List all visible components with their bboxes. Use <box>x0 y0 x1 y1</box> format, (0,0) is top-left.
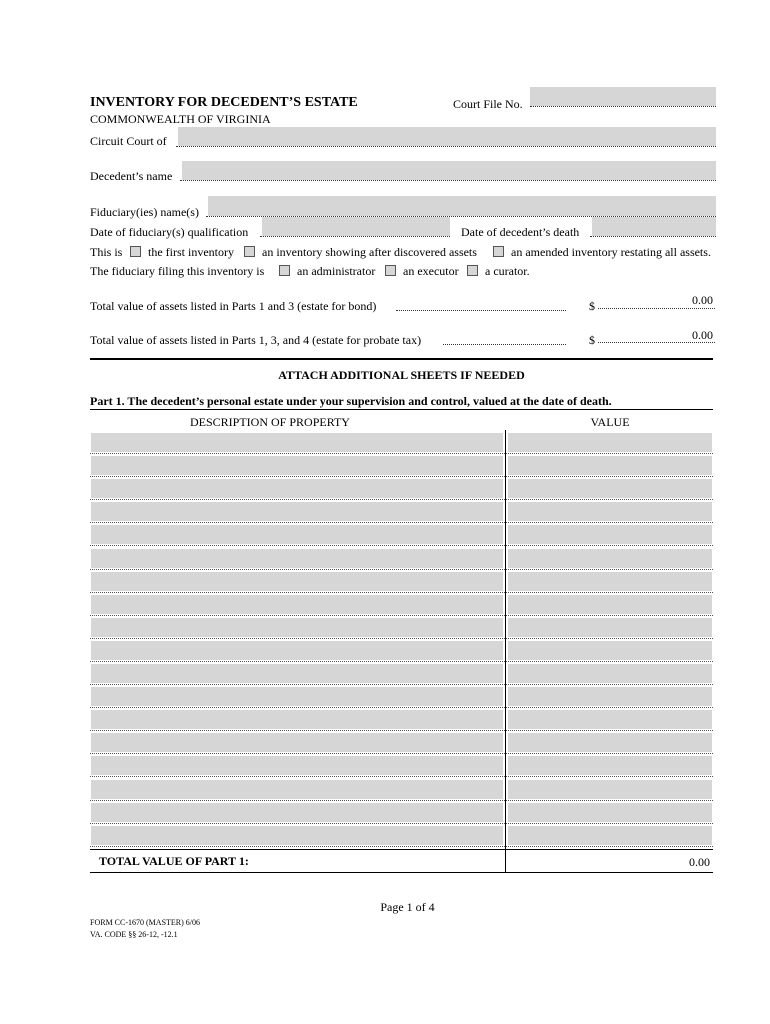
curator-checkbox[interactable] <box>467 265 478 276</box>
row-separator <box>90 776 713 777</box>
description-cell[interactable] <box>91 572 503 591</box>
value-cell[interactable] <box>508 572 712 591</box>
description-cell[interactable] <box>91 549 503 568</box>
description-cell[interactable] <box>91 687 503 706</box>
value-cell[interactable] <box>508 641 712 660</box>
qualification-date-input[interactable] <box>262 217 450 236</box>
value-cell[interactable] <box>508 525 712 544</box>
bond-currency: $ <box>589 299 595 313</box>
court-file-label: Court File No. <box>453 97 523 111</box>
first-inventory-checkbox[interactable] <box>130 246 141 257</box>
value-cell[interactable] <box>508 664 712 683</box>
row-separator <box>90 499 713 500</box>
circuit-court-label: Circuit Court of <box>90 134 167 148</box>
description-cell[interactable] <box>91 618 503 637</box>
administrator-checkbox[interactable] <box>279 265 290 276</box>
row-separator <box>90 615 713 616</box>
value-cell[interactable] <box>508 479 712 498</box>
description-cell[interactable] <box>91 456 503 475</box>
fiduciary-type-prefix: The fiduciary filing this inventory is <box>90 264 265 278</box>
total-row-top-rule <box>90 849 713 850</box>
row-separator <box>90 800 713 801</box>
probate-total-dots <box>443 344 566 345</box>
decedent-name-input[interactable] <box>182 161 716 180</box>
amended-checkbox[interactable] <box>493 246 504 257</box>
first-inventory-label: the first inventory <box>148 245 234 259</box>
row-separator <box>90 638 713 639</box>
value-cell[interactable] <box>508 756 712 775</box>
row-separator <box>90 545 713 546</box>
row-separator <box>90 684 713 685</box>
value-cell[interactable] <box>508 456 712 475</box>
bond-total-value[interactable]: 0.00 <box>692 293 713 307</box>
decedent-name-label: Decedent’s name <box>90 169 173 183</box>
executor-label: an executor <box>403 264 459 278</box>
row-separator <box>90 569 713 570</box>
description-cell[interactable] <box>91 433 503 452</box>
executor-checkbox[interactable] <box>385 265 396 276</box>
death-date-input[interactable] <box>592 217 716 236</box>
form-title: INVENTORY FOR DECEDENT’S ESTATE <box>90 95 358 110</box>
col-value-header: VALUE <box>590 415 630 429</box>
value-cell[interactable] <box>508 780 712 799</box>
inventory-type-prefix: This is <box>90 245 123 259</box>
description-cell[interactable] <box>91 756 503 775</box>
value-cell[interactable] <box>508 733 712 752</box>
bond-value-dots <box>598 308 715 309</box>
court-file-input[interactable] <box>530 87 716 106</box>
administrator-label: an administrator <box>297 264 376 278</box>
bond-total-dots <box>396 310 566 311</box>
description-cell[interactable] <box>91 641 503 660</box>
probate-total-label: Total value of assets listed in Parts 1, 3, and 4 (estate for probate tax) <box>90 333 422 347</box>
description-cell[interactable] <box>91 595 503 614</box>
fiduciary-names-label: Fiduciary(ies) name(s) <box>90 205 199 219</box>
description-cell[interactable] <box>91 803 503 822</box>
row-separator <box>90 453 713 454</box>
amended-label: an amended inventory restating all assets. <box>511 245 711 259</box>
row-separator <box>90 823 713 824</box>
attach-note: ATTACH ADDITIONAL SHEETS IF NEEDED <box>278 368 525 382</box>
row-separator <box>90 730 713 731</box>
column-divider <box>505 430 506 873</box>
probate-currency: $ <box>589 333 595 347</box>
after-discovered-label: an inventory showing after discovered assets <box>262 245 477 259</box>
probate-total-value[interactable]: 0.00 <box>692 328 713 342</box>
part1-total-value: 0.00 <box>689 855 710 869</box>
part1-heading-rule <box>90 409 713 410</box>
total-row-bottom-rule <box>90 872 713 873</box>
circuit-court-input[interactable] <box>178 127 716 146</box>
part1-heading: Part 1. The decedent’s personal estate under your supervision and control, valued at the date of death. <box>90 394 612 408</box>
col-description-header: DESCRIPTION OF PROPERTY <box>190 415 350 429</box>
after-discovered-checkbox[interactable] <box>244 246 255 257</box>
value-cell[interactable] <box>508 803 712 822</box>
death-date-dots <box>590 236 716 237</box>
value-cell[interactable] <box>508 687 712 706</box>
form-subtitle: COMMONWEALTH OF VIRGINIA <box>90 112 271 126</box>
qualification-date-dots <box>260 236 450 237</box>
row-separator <box>90 707 713 708</box>
row-separator <box>90 522 713 523</box>
row-separator <box>90 592 713 593</box>
bond-total-label: Total value of assets listed in Parts 1 and 3 (estate for bond) <box>90 299 377 313</box>
description-cell[interactable] <box>91 502 503 521</box>
qualification-date-label: Date of fiduciary(s) qualification <box>90 225 249 239</box>
value-cell[interactable] <box>508 433 712 452</box>
row-separator <box>90 476 713 477</box>
description-cell[interactable] <box>91 826 503 845</box>
row-separator <box>90 661 713 662</box>
row-separator <box>90 753 713 754</box>
page-number: Page 1 of 4 <box>380 900 435 914</box>
description-cell[interactable] <box>91 525 503 544</box>
description-cell[interactable] <box>91 733 503 752</box>
decedent-name-dots <box>180 180 716 181</box>
description-cell[interactable] <box>91 710 503 729</box>
curator-label: a curator. <box>485 264 530 278</box>
va-code: VA. CODE §§ 26-12, -12.1 <box>90 930 178 939</box>
value-cell[interactable] <box>508 502 712 521</box>
description-cell[interactable] <box>91 780 503 799</box>
value-cell[interactable] <box>508 710 712 729</box>
court-file-dots <box>530 106 716 107</box>
circuit-court-dots <box>176 146 716 147</box>
part1-total-label: TOTAL VALUE OF PART 1: <box>99 854 249 868</box>
fiduciary-names-input[interactable] <box>208 196 716 216</box>
section-divider <box>90 358 713 360</box>
value-cell[interactable] <box>508 618 712 637</box>
probate-value-dots <box>598 342 715 343</box>
value-cell[interactable] <box>508 826 712 845</box>
form-id: FORM CC-1670 (MASTER) 6/06 <box>90 918 201 927</box>
description-cell[interactable] <box>91 479 503 498</box>
description-cell[interactable] <box>91 664 503 683</box>
value-cell[interactable] <box>508 595 712 614</box>
death-date-label: Date of decedent’s death <box>461 225 580 239</box>
row-separator <box>90 846 713 847</box>
value-cell[interactable] <box>508 549 712 568</box>
